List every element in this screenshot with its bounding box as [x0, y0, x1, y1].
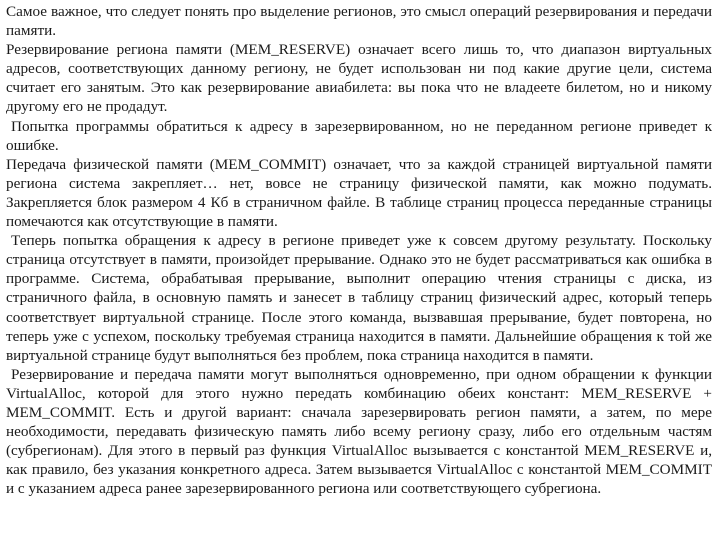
- paragraph-mem-reserve: Резервирование региона памяти (MEM_RESERVE) означает всего лишь то, что диапазон виртуальных адресов, соответствующих данному региону, не будет использован ни под какие другие цели, система считает его занятым. Это как резервирование авиабилета: вы пока что не владеете билетом, но и никому другому его не продадут.: [6, 41, 712, 116]
- document-page: [6, 2, 712, 538]
- paragraph-intro: Самое важное, что следует понять про выделение регионов, это смысл операций резервирования и передачи памяти.: [6, 3, 712, 40]
- paragraph-mem-commit: Передача физической памяти (MEM_COMMIT) означает, что за каждой страницей виртуальной памяти региона система закрепляет… нет, вовсе не страницу физической памяти, как можно подумать. Закрепляется блок размером 4 Кб в страничном файле. В таблице страниц процесса переданные страницы помечаются как отсутствующие в памяти.: [6, 155, 712, 231]
- paragraph-page-fault: Теперь попытка обращения к адресу в регионе приведет уже к совсем другому результату. Поскольку страница отсутствует в памяти, произойдет прерывание. Однако это не будет рассматриваться как ошибка в программе. Система, обрабатывая прерывание, выполнит операцию чтения страницы с диска, из страничного файла, в основную память и занесет в таблицу страниц физический адрес, который теперь соответствует виртуальной странице. После этого команда, вызвавшая прерывание, будет повторена, но теперь уже с успехом, поскольку требуемая страница находится в памяти. Дальнейшие обращения к той же виртуальной странице будут выполняться без проблем, пока страница находится в памяти.: [6, 232, 712, 364]
- paragraph-virtualalloc: Резервирование и передача памяти могут выполняться одновременно, при одном обращении к функции VirtualAlloc, которой для этого нужно передать комбинацию обеих констант: MEM_RESERVE + MEM_COMMIT. Есть и другой вариант: сначала зарезервировать регион памяти, а затем, по мере необходимости, передавать физическую память либо всему региону сразу, либо его отдельным частям (субрегионам). Для этого в первый раз функция VirtualAlloc вызывается с константой MEM_RESERVE и, как правило, без указания конкретного адреса. Затем вызывается VirtualAlloc с константой MEM_COMMIT и с указанием адреса ранее зарезервированного региона или соответствующего субрегиона.: [6, 365, 712, 498]
- paragraph-reserved-access-error: Попытка программы обратиться к адресу в зарезервированном, но не переданном регионе приведет к ошибке.: [6, 117, 712, 154]
